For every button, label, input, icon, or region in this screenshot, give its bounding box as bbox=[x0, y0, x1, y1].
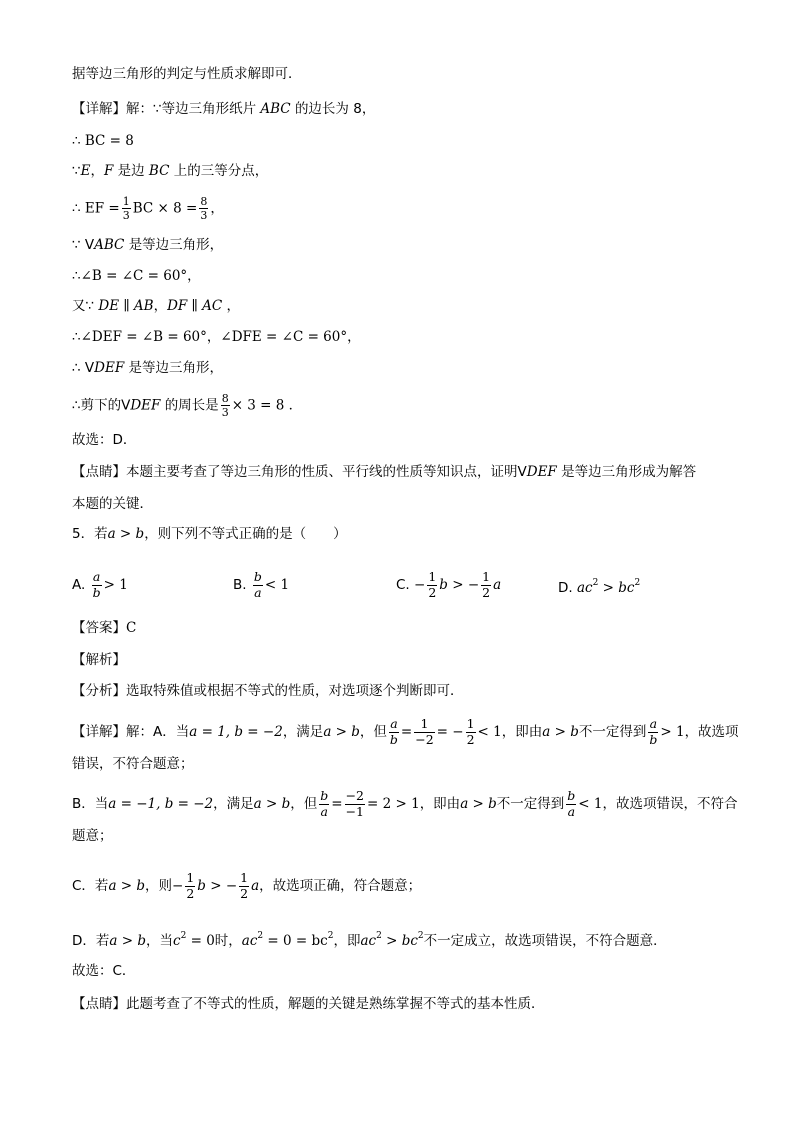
text-line: 据等边三角形的判定与性质求解即可． bbox=[72, 66, 302, 82]
fraction: $\frac{1}{2}$ bbox=[240, 870, 249, 901]
math-line: ∵E，F 是边 BC 上的三等分点， bbox=[72, 163, 269, 179]
math-line: B．当a = −1, b = −2，满足a > b，但 $\frac{b}{a}$ = $\frac{-2}{-1}$ = 2 > 1，即由a > b不一定得到 $\frac{b}{a}$ < 1，故选项错误，不符合 bbox=[72, 788, 738, 819]
text-line: 本题的关键． bbox=[72, 496, 153, 512]
fraction: $\frac{b}{a}$ bbox=[567, 788, 576, 819]
fraction: $\frac{b}{a}$ bbox=[253, 569, 262, 600]
fraction: $\frac{b}{a}$ bbox=[320, 788, 329, 819]
math-line: ∴ BC = 8 bbox=[72, 133, 134, 149]
triangle-symbol: V bbox=[517, 464, 527, 480]
math-line: ∴∠B = ∠C = 60°， bbox=[72, 268, 201, 284]
text-line: 【点睛】本题主要考查了等边三角形的性质、平行线的性质等知识点，证明VDEF 是等边三角形成为解答 bbox=[72, 464, 697, 480]
section-tag: 【点睛】 bbox=[72, 996, 126, 1012]
text-line: 【分析】选取特殊值或根据不等式的性质，对选项逐个判断即可． bbox=[72, 683, 464, 699]
math-line: ∵ VABC 是等边三角形， bbox=[72, 237, 224, 253]
math-line: ∴∠DEF = ∠B = 60°，∠DFE = ∠C = 60°， bbox=[72, 329, 361, 345]
triangle-symbol: V bbox=[84, 360, 95, 376]
text-line: 故选：D． bbox=[72, 432, 137, 448]
fraction: $\frac{1}{-2}$ bbox=[415, 716, 434, 747]
fraction: $\frac{1}{2}$ bbox=[428, 569, 437, 600]
math-line: 又∵ DE ∥ AB，DF ∥ AC ， bbox=[72, 298, 240, 314]
fraction: $\frac{a}{b}$ bbox=[92, 569, 101, 600]
section-tag: 【详解】 bbox=[72, 101, 126, 117]
text-line: 【详解】解：∵等边三角形纸片 ABC 的边长为 8， bbox=[72, 101, 376, 117]
option-c: C. − $\frac{1}{2}$ b > − $\frac{1}{2}$ a bbox=[396, 569, 502, 600]
text-line: 【点睛】此题考查了不等式的性质，解题的关键是熟练掌握不等式的基本性质． bbox=[72, 996, 545, 1012]
math-line: ∴ VDEF 是等边三角形， bbox=[72, 360, 223, 376]
question-stem: 5．若a > b，则下列不等式正确的是（ ） bbox=[72, 526, 347, 542]
fraction: $\frac{a}{b}$ bbox=[649, 716, 658, 747]
fraction: $\frac{a}{b}$ bbox=[389, 716, 398, 747]
answer-line: 【答案】C bbox=[72, 620, 137, 636]
option-a: A. $\frac{a}{b}$ > 1 bbox=[72, 569, 128, 600]
math-line: ∴ EF = $\frac{1}{3}$ BC × 8 = $\frac{8}{3}$ ， bbox=[72, 195, 224, 222]
text-line: 题意； bbox=[72, 828, 113, 844]
fraction: $\frac{1}{2}$ bbox=[482, 569, 491, 600]
triangle-symbol: V bbox=[84, 237, 95, 253]
section-tag: 【详解】 bbox=[72, 724, 126, 740]
text-line: 错误，不符合题意； bbox=[72, 756, 194, 772]
section-heading: 【解析】 bbox=[72, 652, 126, 668]
math-line: ∴剪下的VDEF 的周长是 $\frac{8}{3}$ × 3 = 8 ． bbox=[72, 392, 303, 419]
fraction: $\frac{1}{2}$ bbox=[466, 716, 475, 747]
section-tag: 【点睛】 bbox=[72, 464, 126, 480]
option-d: D. $ac^2 > bc^2$ bbox=[558, 578, 641, 596]
section-tag: 【分析】 bbox=[72, 683, 126, 699]
options-row bbox=[72, 563, 732, 599]
math-line: D．若a > b，当$c^2 = 0$时，$ac^2 = 0 = bc^2$，即$ac^2 > bc^2$不一定成立，故选项错误，不符合题意． bbox=[72, 931, 667, 949]
math-line: 【详解】解：A．当a = 1, b = −2，满足a > b，但 $\frac{a}{b}$ = $\frac{1}{-2}$ = − $\frac{1}{2}$ < 1，即由a > b不一定得到 $\frac{a}{b}$ > 1，故选项 bbox=[72, 716, 739, 747]
fraction: $\frac{1}{3}$ bbox=[122, 195, 130, 222]
fraction: $\frac{8}{3}$ bbox=[200, 195, 208, 222]
fraction: $\frac{-2}{-1}$ bbox=[345, 788, 364, 819]
option-b: B. $\frac{b}{a}$ < 1 bbox=[233, 569, 290, 600]
fraction: $\frac{1}{2}$ bbox=[186, 870, 195, 901]
text-line: 故选：C． bbox=[72, 963, 136, 979]
section-tag: 【答案】 bbox=[72, 620, 126, 636]
math-line: C．若a > b，则− $\frac{1}{2}$ b > − $\frac{1}{2}$ a，故选项正确，符合题意； bbox=[72, 870, 422, 901]
fraction: $\frac{8}{3}$ bbox=[221, 392, 229, 419]
triangle-symbol: V bbox=[121, 397, 131, 414]
